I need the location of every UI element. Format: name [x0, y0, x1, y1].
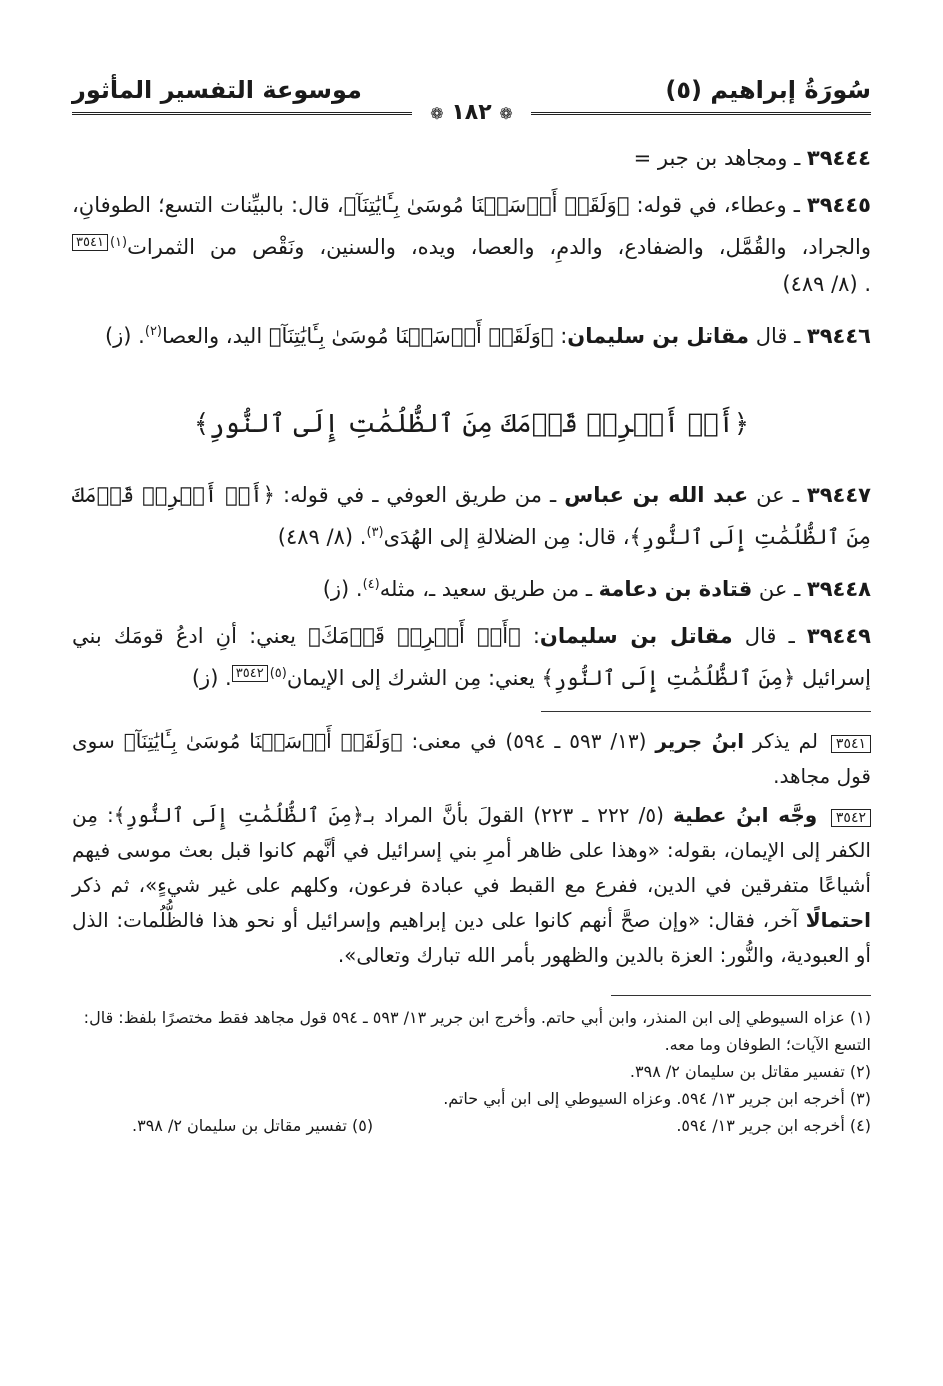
- entry-text: ، قال: مِن الضلالةِ إلى الهُدَى: [383, 525, 630, 549]
- entry-text: ـ عن: [748, 483, 807, 507]
- note-number-box: ٣٥٤١: [72, 234, 108, 251]
- footnote-marker: (٤): [362, 577, 380, 592]
- scholar-name: ابنُ جرير: [655, 729, 745, 753]
- verse-heading: ﴿أَنۡ أَخۡرِجۡ قَوۡمَكَ مِنَ ٱلظُّلُمَٰتِ إِلَى ٱلنُّورِ﴾: [193, 409, 750, 439]
- entry-text: ـ من طريق سعيد ـ، مثله: [379, 577, 599, 601]
- entry-39446: [72, 313, 871, 355]
- entry-number: ٣٩٤٤٧: [806, 483, 871, 507]
- note-number-box: ٣٥٤٢: [831, 809, 871, 827]
- quran-quote: ﴿أَنۡ أَخۡرِجۡ قَوۡمَكَ﴾: [308, 624, 521, 648]
- bold-term: احتمالًا: [805, 908, 871, 932]
- page-header: [72, 70, 871, 125]
- entry-text: :: [520, 624, 540, 648]
- note-text: سوى قول مجاهد.: [72, 729, 871, 788]
- entry-text: اليد، والعصا: [162, 324, 269, 348]
- entry-number: ٣٩٤٤٤: [806, 146, 871, 170]
- surah-title: سُورَةُ إبراهيم (٥): [665, 76, 871, 104]
- entry-39448: [72, 566, 871, 608]
- note-text: (٥/ ٢٢٢ ـ ٢٢٣) القولَ بأنَّ المراد بـ: [363, 803, 674, 827]
- volume-reference: . (ز): [104, 324, 145, 348]
- entry-text: ـ وعطاء، في قوله:: [629, 193, 807, 217]
- note-text: : مِن الكفر إلى الإيمان، بقوله: «وهذا على ظاهر أمرِ بني إسرائيل في أنَّهم كانوا قبل بعث موسى فيهم أشياعًا متفرقين في الدين، ففرع مع القبط في عبادة فرعون، وكلهم على غير شيءٍ»، ثم ذكر: [72, 803, 871, 897]
- quran-quote: ﴿مِنَ ٱلظُّلُمَٰتِ إِلَى ٱلنُّورِ﴾: [113, 803, 364, 827]
- page-number: ١٨٢: [451, 100, 492, 125]
- quran-quote: ﴿وَلَقَدۡ أَرۡسَلۡنَا مُوسَىٰ بِـَٔايَٰتِنَآ﴾: [268, 324, 554, 348]
- note-text: (١٣/ ٥٩٣ ـ ٥٩٤) في معنى:: [402, 729, 656, 753]
- volume-reference: . (ز): [191, 666, 232, 690]
- entry-number: ٣٩٤٤٦: [806, 324, 871, 348]
- footnote-2: (٢) تفسير مقاتل بن سليمان ٢/ ٣٩٨.: [629, 1062, 871, 1081]
- entry-39445: [72, 187, 871, 303]
- volume-reference: . (٨/ ٤٨٩): [782, 272, 871, 296]
- footnote-marker: (٥): [269, 666, 287, 681]
- footnote-marker: (١): [109, 235, 128, 250]
- ornament-icon: ❁: [499, 104, 513, 123]
- entry-text: يعني: مِن الشرك إلى الإيمان: [286, 666, 542, 690]
- note-text: آخر، فقال: «وإن صحَّ أنهم كانوا على دين إبراهيم وإسرائيل أو نحو هذا فالظُّلُمات: الذل أو العبودية، والنُّور: العزة بالدين والظهور بأمر الله تبارك وتعالى».: [72, 908, 871, 967]
- note-text: لم يذكر: [744, 729, 827, 753]
- narrator-name: مقاتل بن سليمان: [539, 624, 733, 648]
- narrator-name: مقاتل بن سليمان: [567, 324, 750, 348]
- entry-number: ٣٩٤٤٩: [806, 624, 871, 648]
- entry-text: ـ قال: [732, 624, 807, 648]
- header-rule-right: [531, 112, 871, 115]
- ornament-icon: ❁: [430, 104, 444, 123]
- quran-quote: ﴿مِنَ ٱلظُّلُمَٰتِ إِلَى ٱلنُّورِ﴾: [541, 666, 796, 690]
- entry-text: يعني: أنِ ادعُ قومَك بني إسرائيل: [72, 624, 871, 690]
- quran-quote: ﴿وَلَقَدۡ أَرۡسَلۡنَا مُوسَىٰ بِـَٔايَٰتِنَآ﴾: [123, 729, 403, 753]
- entry-39449: [72, 618, 871, 697]
- narrator-name: قتادة بن دعامة: [598, 577, 753, 601]
- quran-quote: ﴿وَلَقَدۡ أَرۡسَلۡنَا مُوسَىٰ بِـَٔايَٰتِنَآ﴾: [343, 193, 630, 217]
- footnote-4: (٤) أخرجه ابن جرير ١٣/ ٥٩٤.: [676, 1116, 871, 1135]
- footnotes-divider: [611, 995, 871, 996]
- entry-39447: [72, 477, 871, 556]
- note-number-box: ٣٥٤١: [831, 735, 871, 753]
- entry-text: ، قال: بالبيِّنات التسع؛ الطوفانِ، والجراد، والقُمَّل، والضفادع، والدمِ، والعصا، ويده، والسنين، ونَقْص من الثمرات: [72, 193, 871, 259]
- narrator-name: عبد الله بن عباس: [564, 483, 749, 507]
- entry-text: :: [553, 324, 568, 348]
- entry-text: ـ عن: [752, 577, 807, 601]
- footnote-marker: (٢): [144, 324, 162, 339]
- volume-reference: . (٨/ ٤٨٩): [277, 525, 367, 549]
- footnote-marker: (٣): [366, 525, 384, 540]
- entry-text: ـ ومجاهد بن جبر =: [633, 146, 807, 170]
- quran-quote: ﴿أَنۡ أَخۡرِجۡ قَوۡمَكَ مِنَ ٱلظُّلُمَٰتِ إِلَى ٱلنُّورِ﴾: [72, 483, 871, 549]
- page-number-block: [416, 100, 526, 125]
- scholar-name: وجَّه ابنُ عطية: [673, 803, 827, 827]
- entry-39444: [72, 140, 871, 177]
- footnote-3: (٣) أخرجه ابن جرير ١٣/ ٥٩٤. وعزاه السيوطي إلى ابن أبي حاتم.: [443, 1089, 871, 1108]
- tafsir-note-3542: [72, 798, 871, 973]
- entry-number: ٣٩٤٤٥: [806, 193, 871, 217]
- volume-reference: . (ز): [322, 577, 363, 601]
- tafsir-note-3541: [72, 724, 871, 794]
- notes-divider: [541, 711, 871, 712]
- note-number-box: ٣٥٤٢: [232, 665, 268, 682]
- entry-text: ـ قال: [749, 324, 807, 348]
- footnote-5: (٥) تفسير مقاتل بن سليمان ٢/ ٣٩٨.: [132, 1116, 374, 1135]
- book-title: موسوعة التفسير المأثور: [72, 76, 362, 104]
- header-rule-left: [72, 112, 412, 115]
- entry-number: ٣٩٤٤٨: [806, 577, 871, 601]
- entry-text: ـ من طريق العوفي ـ في قوله:: [274, 483, 565, 507]
- footnote-row: [72, 1112, 871, 1139]
- footnote-1: (١) عزاه السيوطي إلى ابن المنذر، وابن أبي حاتم. وأخرج ابن جرير ١٣/ ٥٩٣ ـ ٥٩٤ قول مجاهد فقط مختصرًا بلفظ: قال: التسع الآيات؛ الطوفان وما معه.: [83, 1008, 871, 1054]
